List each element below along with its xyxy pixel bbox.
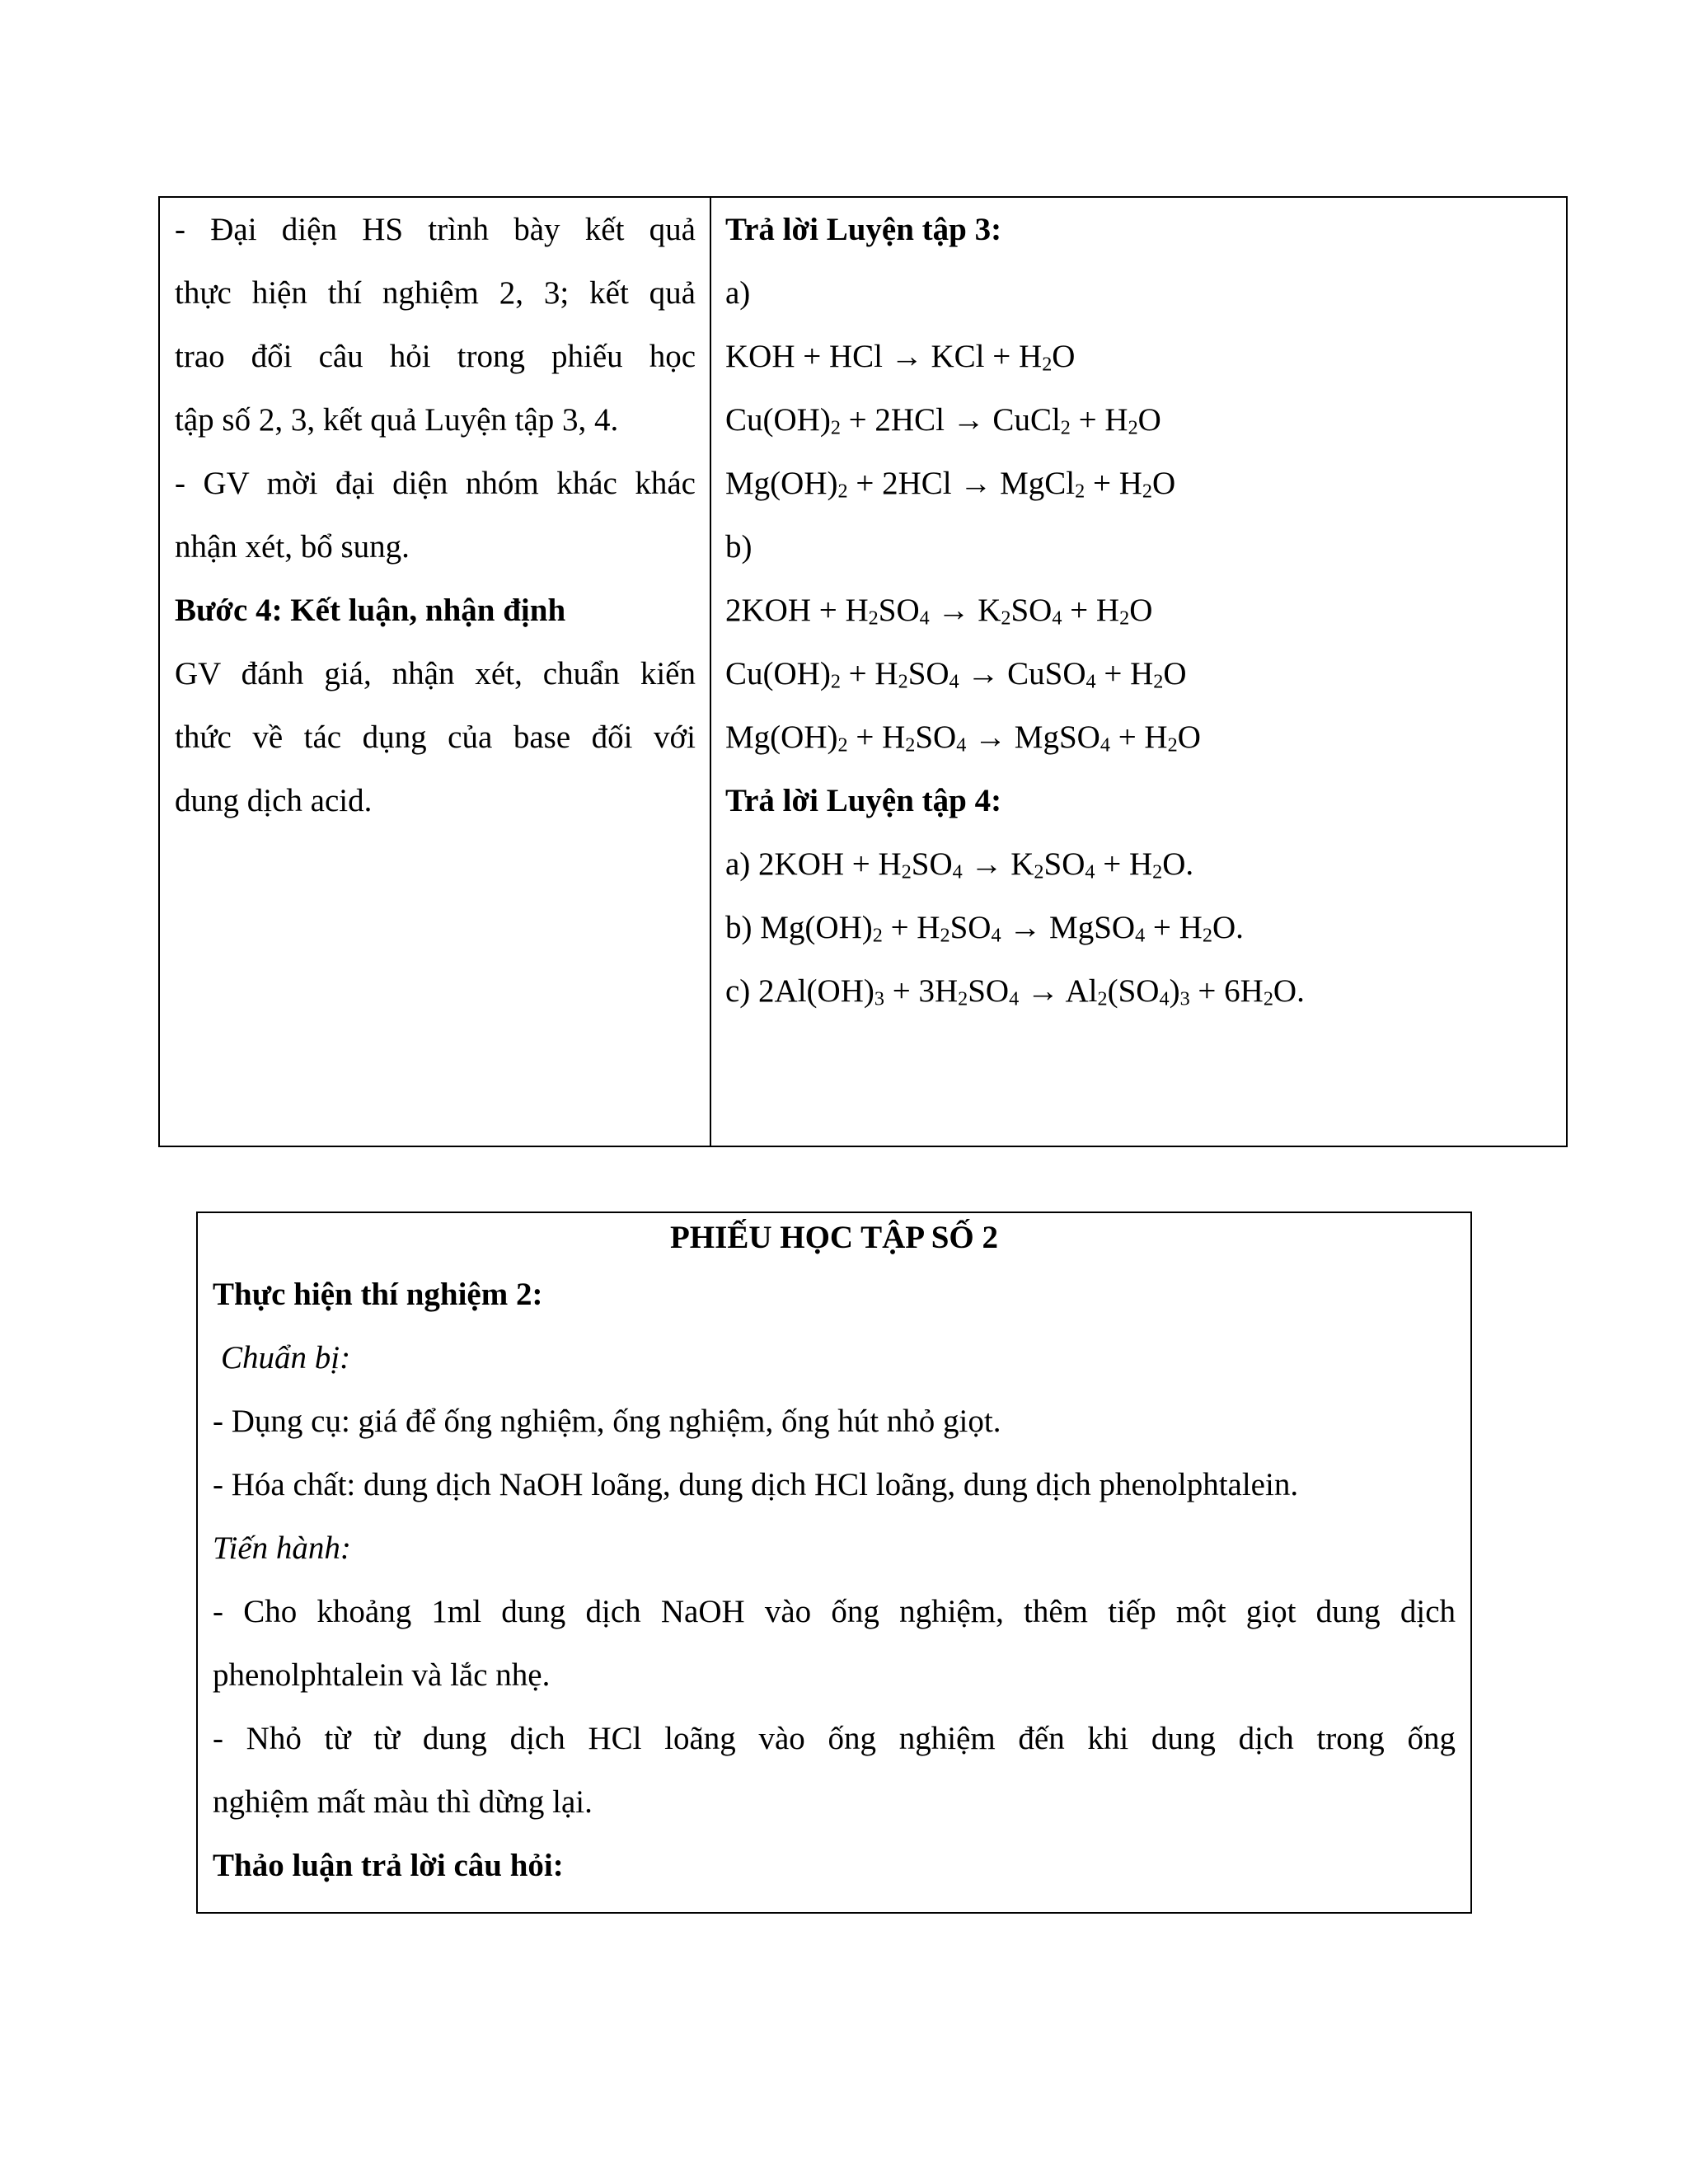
preparation-label: Chuẩn bị: (221, 1340, 351, 1376)
procedure-step: - Nhỏ từ từ dung dịch HCl loãng vào ống nghiệm đến khi dung dịch trong ống (213, 1721, 1456, 1756)
step-4-heading: Bước 4: Kết luận, nhận định (175, 593, 566, 628)
equation: $Cu(OH)_2 + H_2SO_4$ → CuSO$_4$ + $H_2O$ (725, 656, 1187, 693)
part-a-label: a) (725, 275, 751, 311)
left-line: thức về tác dụng của base đối với (175, 719, 696, 755)
chemicals-line: - Hóa chất: dung dịch NaOH loãng, dung dịch HCl loãng, dung dịch phenolphtalein. (213, 1467, 1299, 1502)
left-line: trao đổi câu hỏi trong phiếu học (175, 339, 696, 374)
left-line: nhận xét, bổ sung. (175, 529, 410, 565)
left-line: GV đánh giá, nhận xét, chuẩn kiến (175, 656, 696, 691)
equation: $Cu(OH)_2 + 2HCl$ → CuCl$_2$ + $H_2O$ (725, 402, 1161, 439)
procedure-step: nghiệm mất màu thì dừng lại. (213, 1784, 593, 1820)
teacher-activity-column (175, 198, 696, 832)
tools-line: - Dụng cụ: giá để ống nghiệm, ống nghiệm, ống hút nhỏ giọt. (213, 1404, 1001, 1439)
practice-3-heading: Trả lời Luyện tập 3: (725, 212, 1002, 247)
equation: b) $Mg(OH)_2 + H_2SO_4$ → MgSO$_4$ + $H_2O$. (725, 910, 1244, 947)
column-divider (710, 198, 711, 1146)
answer-column (725, 198, 1550, 1023)
worksheet-title: PHIẾU HỌC TẬP SỐ 2 (669, 1220, 999, 1255)
equation: $2KOH + H_2SO_4 \to K_2SO_4 + H_2O$ (725, 593, 1153, 630)
worksheet-box (196, 1212, 1472, 1914)
equation: $Mg(OH)_2 + 2HCl$ → MgCl$_2$ + $H_2O$ (725, 466, 1176, 503)
left-line: thực hiện thí nghiệm 2, 3; kết quả (175, 275, 696, 311)
experiment-heading: Thực hiện thí nghiệm 2: (213, 1277, 543, 1312)
procedure-step: - Cho khoảng 1ml dung dịch NaOH vào ống nghiệm, thêm tiếp một giọt dung dịch (213, 1594, 1456, 1629)
equation: $Mg(OH)_2 + H_2SO_4$ → MgSO$_4$ + $H_2O$ (725, 719, 1201, 757)
part-b-label: b) (725, 529, 753, 565)
left-line: tập số 2, 3, kết quả Luyện tập 3, 4. (175, 402, 619, 438)
worksheet-content (213, 1213, 1456, 1897)
equation: KOH + HCl → KCl + $H_2O$ (725, 339, 1076, 376)
left-line: dung dịch acid. (175, 783, 373, 818)
equation: c) $2Al(OH)_3 + 3H_2SO_4 \to Al_2(SO_4)_3 + 6H_2O$. (725, 973, 1305, 1010)
equation: a) $2KOH + H_2SO_4 \to K_2SO_4 + H_2O$. (725, 846, 1194, 883)
left-line: - Đại diện HS trình bày kết quả (175, 212, 696, 247)
left-line: - GV mời đại diện nhóm khác khác (175, 466, 696, 501)
discussion-heading: Thảo luận trả lời câu hỏi: (213, 1848, 564, 1883)
practice-4-heading: Trả lời Luyện tập 4: (725, 783, 1002, 818)
procedure-step: phenolphtalein và lắc nhẹ. (213, 1657, 551, 1693)
lesson-table (158, 196, 1568, 1147)
procedure-label: Tiến hành: (213, 1530, 351, 1566)
